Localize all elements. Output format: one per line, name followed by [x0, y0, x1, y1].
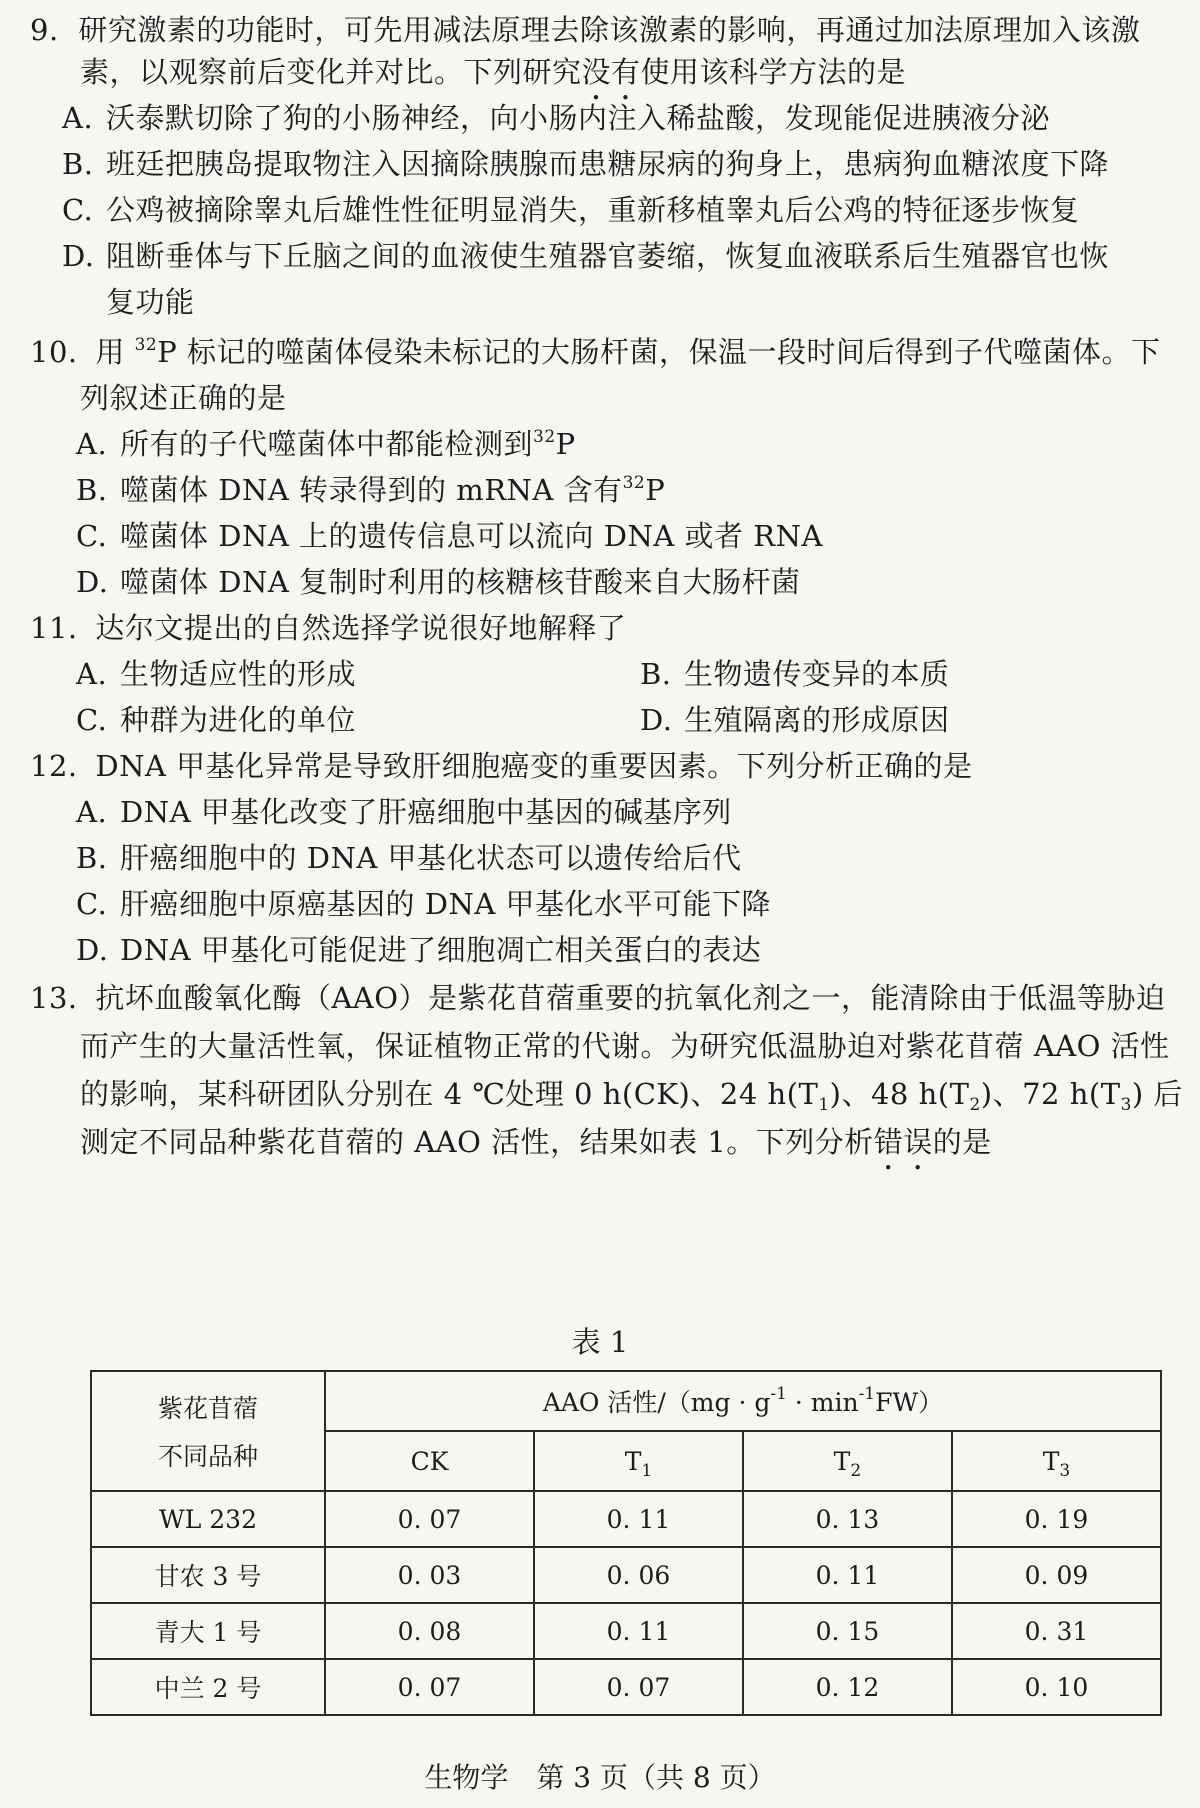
- cell-t3: 0. 31: [952, 1603, 1161, 1659]
- header-t2: [743, 1431, 952, 1491]
- option-letter: C.: [62, 193, 94, 227]
- option-letter: D.: [76, 933, 109, 967]
- q12-stem: [30, 746, 973, 786]
- subscript: 1: [818, 1095, 830, 1115]
- header-variety-line2: 不同品种: [157, 1442, 258, 1471]
- option-letter: B.: [640, 657, 672, 691]
- q10-stem-text: 用: [95, 335, 125, 369]
- cell-ck: 0. 03: [325, 1547, 534, 1603]
- table-row: [91, 1603, 1161, 1659]
- option-letter: B.: [62, 147, 94, 181]
- q13-emphasis-cuowu: 错误: [873, 1125, 933, 1159]
- option-text: P: [645, 473, 666, 507]
- cell-t1: 0. 06: [534, 1547, 743, 1603]
- option-text: 肝癌细胞中原癌基因的 DNA 甲基化水平可能下降: [120, 887, 772, 921]
- option-text: 噬菌体 DNA 上的遗传信息可以流向 DNA 或者 RNA: [120, 519, 823, 553]
- option-letter: C.: [76, 887, 108, 921]
- cell-t2: 0. 13: [743, 1491, 952, 1547]
- header-t1: [534, 1431, 743, 1491]
- option-letter: D.: [62, 239, 95, 273]
- aao-activity-table: [90, 1370, 1162, 1716]
- table-row: [91, 1659, 1161, 1715]
- header-ck: CK: [325, 1431, 534, 1491]
- q13-stem-text: 抗坏血酸氧化酶（AAO）是紫花苜蓿重要的抗氧化剂之一，能清除由于低温等胁迫: [95, 981, 1166, 1015]
- q11-number: 11.: [30, 611, 78, 645]
- cell-t3: 0. 09: [952, 1547, 1161, 1603]
- q13-stem-line2: [80, 1026, 1170, 1066]
- cell-variety: 青大 1 号: [91, 1603, 325, 1659]
- q12-number: 12.: [30, 749, 78, 783]
- q13-stem-line3: [80, 1074, 1183, 1114]
- header-t-label: T: [1042, 1446, 1060, 1476]
- q10-stem-line1: [30, 332, 1160, 372]
- header-aao-text: · min: [786, 1388, 859, 1417]
- q9-option-d: [62, 236, 1109, 276]
- header-variety-line1: 紫花苜蓿: [157, 1394, 258, 1423]
- header-aao-activity: [325, 1371, 1161, 1431]
- q10-option-c: [76, 516, 823, 556]
- q13-stem-text: )、72 h(T: [980, 1077, 1121, 1111]
- q11-option-d: [640, 700, 950, 740]
- cell-t1: 0. 11: [534, 1491, 743, 1547]
- cell-t2: 0. 12: [743, 1659, 952, 1715]
- q10-stem-text: 列叙述正确的是: [80, 381, 287, 415]
- q11-stem-text: 达尔文提出的自然选择学说很好地解释了: [95, 611, 627, 645]
- cell-t1: 0. 11: [534, 1603, 743, 1659]
- option-text: P: [555, 427, 576, 461]
- option-letter: D.: [76, 565, 109, 599]
- superscript-32: 32: [134, 335, 158, 355]
- option-text: DNA 甲基化改变了肝癌细胞中基因的碱基序列: [120, 795, 732, 829]
- q13-stem-text: 的是: [932, 1125, 992, 1159]
- header-aao-text: AAO 活性/（mg · g: [542, 1388, 771, 1417]
- option-text: 所有的子代噬菌体中都能检测到: [120, 427, 534, 461]
- header-t3: [952, 1431, 1161, 1491]
- q9-stem-text1: 研究激素的功能时，可先用减法原理去除该激素的影响，再通过加法原理加入该激: [78, 13, 1141, 47]
- superscript-32: 32: [533, 427, 556, 447]
- option-letter: A.: [76, 427, 108, 461]
- option-text: 肝癌细胞中的 DNA 甲基化状态可以遗传给后代: [120, 841, 742, 875]
- option-text: 公鸡被摘除睾丸后雄性性征明显消失，重新移植睾丸后公鸡的特征逐步恢复: [106, 193, 1080, 227]
- header-variety: [91, 1371, 325, 1491]
- option-letter: B.: [76, 473, 108, 507]
- cell-t2: 0. 15: [743, 1603, 952, 1659]
- option-text: 班廷把胰岛提取物注入因摘除胰腺而患糖尿病的狗身上，患病狗血糖浓度下降: [106, 147, 1110, 181]
- q13-stem-line4: [80, 1122, 992, 1177]
- superscript-32: 32: [622, 473, 646, 493]
- option-text: 噬菌体 DNA 复制时利用的核糖核苷酸来自大肠杆菌: [120, 565, 801, 599]
- q13-stem-text: 而产生的大量活性氧，保证植物正常的代谢。为研究低温胁迫对紫花苜蓿 AAO 活性: [80, 1029, 1170, 1063]
- cell-ck: 0. 08: [325, 1603, 534, 1659]
- header-t-label: T: [833, 1446, 851, 1476]
- cell-variety: 甘农 3 号: [91, 1547, 325, 1603]
- q12-option-b: [76, 838, 742, 878]
- option-text: 生物遗传变异的本质: [684, 657, 950, 691]
- q9-stem-line1: [30, 10, 1140, 50]
- subscript: 3: [1120, 1095, 1132, 1115]
- cell-variety: WL 232: [91, 1491, 325, 1547]
- option-letter: B.: [76, 841, 108, 875]
- cell-t3: 0. 10: [952, 1659, 1161, 1715]
- subscript: 2: [969, 1095, 981, 1115]
- option-text: 噬菌体 DNA 转录得到的 mRNA 含有: [120, 473, 623, 507]
- superscript: -1: [770, 1384, 787, 1404]
- q12-option-d: [76, 930, 761, 970]
- cell-ck: 0. 07: [325, 1491, 534, 1547]
- q13-stem-text: 测定不同品种紫花苜蓿的 AAO 活性，结果如表 1。下列分析: [80, 1125, 874, 1159]
- table-caption: 表 1: [571, 1325, 629, 1359]
- option-letter: A.: [76, 657, 108, 691]
- option-letter: D.: [640, 703, 673, 737]
- option-letter: A.: [76, 795, 108, 829]
- subscript: 2: [850, 1460, 862, 1481]
- cell-variety: 中兰 2 号: [91, 1659, 325, 1715]
- q13-stem-text: )、48 h(T: [829, 1077, 970, 1111]
- q9-emphasis-meiyou: 没有: [581, 55, 641, 89]
- q10-option-a: [76, 424, 576, 464]
- option-text: DNA 甲基化可能促进了细胞凋亡相关蛋白的表达: [120, 933, 762, 967]
- q9-option-b: [62, 144, 1109, 184]
- cell-t2: 0. 11: [743, 1547, 952, 1603]
- q11-option-b: [640, 654, 950, 694]
- option-letter: C.: [76, 519, 108, 553]
- q10-stem-line2: [80, 378, 287, 418]
- q13-stem-text: ) 后: [1131, 1077, 1183, 1111]
- header-t-label: T: [624, 1446, 642, 1476]
- cell-t3: 0. 19: [952, 1491, 1161, 1547]
- q9-option-c: [62, 190, 1080, 230]
- q12-option-a: [76, 792, 732, 832]
- option-text: 种群为进化的单位: [120, 703, 357, 737]
- q9-option-a: [62, 98, 1050, 138]
- q13-stem-line1: [30, 978, 1166, 1018]
- table-header-row: [91, 1371, 1161, 1431]
- q9-option-d-continued: [106, 282, 195, 322]
- option-text: 复功能: [106, 285, 195, 319]
- option-text: 沃泰默切除了狗的小肠神经，向小肠内注入稀盐酸，发现能促进胰液分泌: [106, 101, 1051, 135]
- q9-number: 9.: [30, 13, 59, 47]
- cell-t1: 0. 07: [534, 1659, 743, 1715]
- q9-stem-text2a: 素，以观察前后变化并对比。下列研究: [80, 55, 582, 89]
- option-letter: C.: [76, 703, 108, 737]
- subscript: 1: [641, 1460, 653, 1481]
- q10-number: 10.: [30, 335, 78, 369]
- q11-option-a: [76, 654, 356, 694]
- q13-number: 13.: [30, 981, 78, 1015]
- q10-stem-text: P 标记的噬菌体侵染未标记的大肠杆菌，保温一段时间后得到子代噬菌体。下: [157, 335, 1161, 369]
- q9-stem-text2b: 使用该科学方法的是: [640, 55, 907, 89]
- q10-option-d: [76, 562, 801, 602]
- table-row: [91, 1547, 1161, 1603]
- table-row: [91, 1491, 1161, 1547]
- q11-option-c: [76, 700, 356, 740]
- q12-option-c: [76, 884, 771, 924]
- page-footer: 生物学 第 3 页（共 8 页）: [424, 1761, 776, 1794]
- subscript: 3: [1059, 1460, 1071, 1481]
- option-letter: A.: [62, 101, 94, 135]
- q13-stem-text: 的影响，某科研团队分别在 4 ℃处理 0 h(CK)、24 h(T: [80, 1077, 819, 1111]
- option-text: 生殖隔离的形成原因: [684, 703, 950, 737]
- cell-ck: 0. 07: [325, 1659, 534, 1715]
- superscript: -1: [858, 1384, 876, 1404]
- q10-option-b: [76, 470, 665, 510]
- q11-stem: [30, 608, 626, 648]
- header-aao-text: FW）: [875, 1388, 944, 1417]
- option-text: 生物适应性的形成: [120, 657, 357, 691]
- q12-stem-text: DNA 甲基化异常是导致肝细胞癌变的重要因素。下列分析正确的是: [95, 749, 973, 783]
- option-text: 阻断垂体与下丘脑之间的血液使生殖器官萎缩，恢复血液联系后生殖器官也恢: [106, 239, 1110, 273]
